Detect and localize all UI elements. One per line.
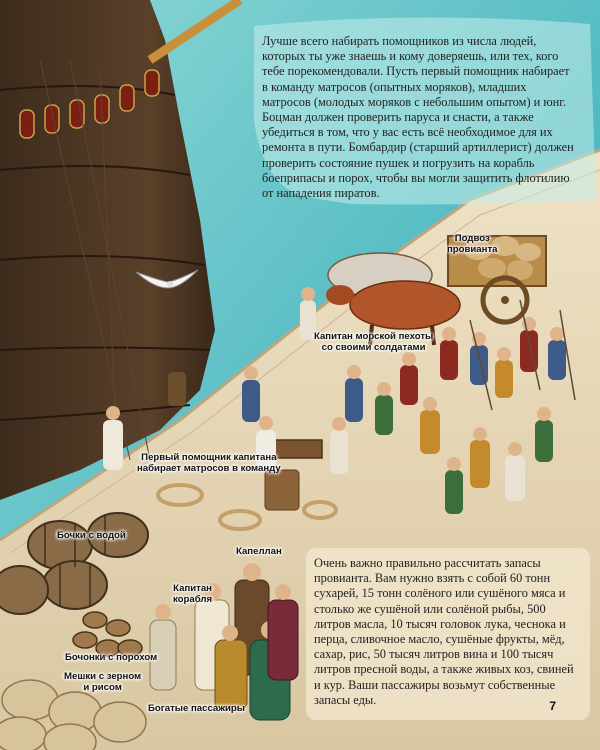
label-line: и рисом	[83, 682, 122, 693]
label-line: Капеллан	[236, 546, 282, 557]
label-gunpowder	[65, 652, 157, 663]
label-line: Богатые пассажиры	[148, 703, 245, 714]
page-number: 7	[549, 699, 556, 713]
label-line: Бочки с водой	[57, 530, 126, 541]
label-line: со своими солдатами	[321, 342, 426, 353]
label-line: корабля	[173, 594, 213, 605]
label-line: набирает матросов в команду	[137, 463, 281, 474]
label-line: Первый помощник капитана	[141, 452, 277, 463]
label-grain-sacks	[64, 671, 141, 693]
label-line: Мешки с зерном	[64, 671, 142, 682]
label-provisions	[447, 233, 497, 255]
label-passengers	[148, 703, 245, 714]
label-water-barrels	[57, 530, 126, 541]
label-line: Капитан морской пехоты	[314, 331, 434, 342]
label-chaplain	[236, 546, 282, 557]
label-captain	[173, 583, 212, 605]
label-line: Капитан	[173, 583, 212, 594]
label-marines	[314, 331, 433, 353]
label-first-mate	[137, 452, 281, 474]
label-line: Подвоз	[454, 233, 490, 244]
label-line: Бочонки с порохом	[65, 652, 158, 663]
label-line: провианта	[447, 244, 498, 255]
provisions-paragraph: Очень важно правильно рассчитать запасы провианта. Вам нужно взять с собой 60 тонн сухарей, 15 тонн солёного или сушёного мяса и столько же сушёной или солёной рыбы, 500 литров масла, 10 тысяч головок лука, чеснока и перца, сливочное масло, сушёные фрукты, мёд, сахар, рис, 50 тысяч литров вина и 100 тысяч литров пресной воды, а также живых коз, свиней и кур. Ваши пассажиры возьмут собственные запасы еды.	[314, 556, 574, 707]
intro-paragraph: Лучше всего набирать помощников из числа людей, которых ты уже знаешь и кому доверяешь, или тех, кого тебе порекомендовали. Пусть первый помощник набирает в команду матросов (опытных моряков), младших матросов (молодых моряков с небольшим опытом) и юнг. Боцман должен проверить паруса и снасти, а также убедиться в том, что у вас есть всё необходимое для их ремонта в пути. Бомбардир (старший артиллерист) должен проверить состояние пушек и погрузить на корабль боеприпасы и порох, чтобы вы могли защитить флотилию от нападения пиратов.	[262, 34, 574, 201]
